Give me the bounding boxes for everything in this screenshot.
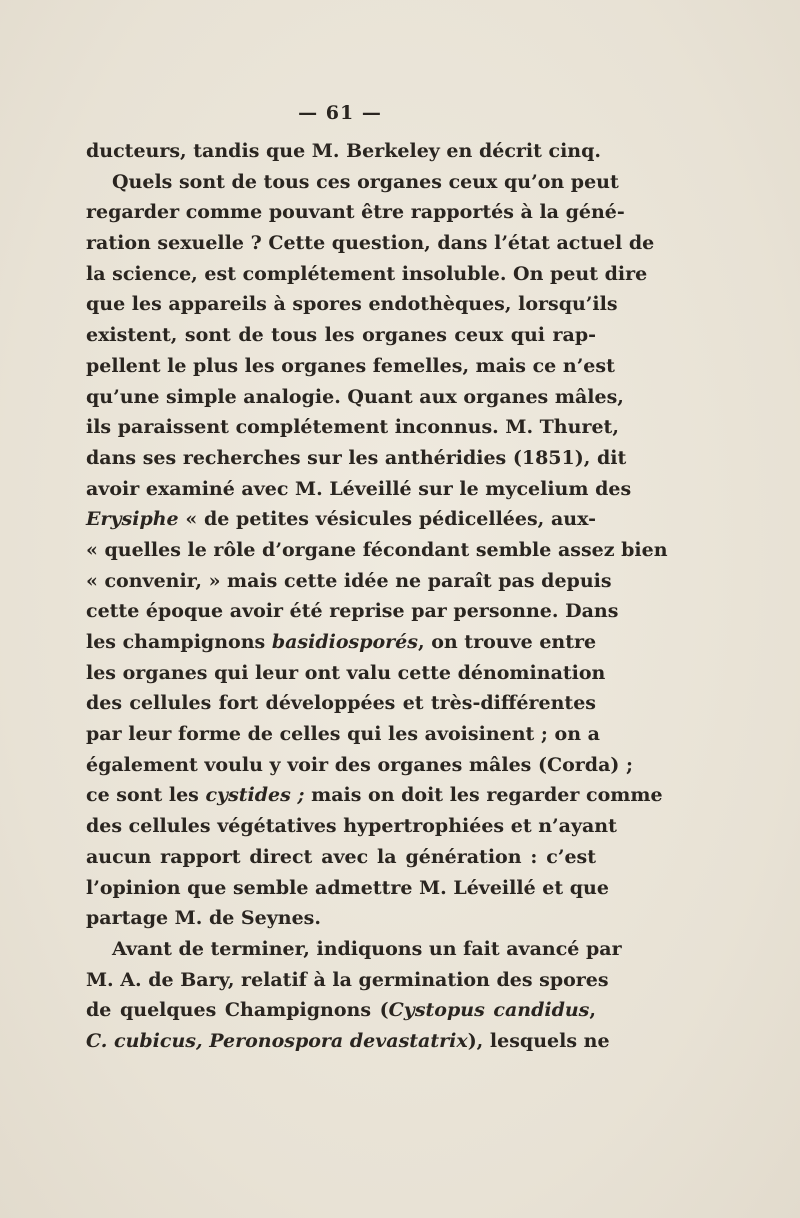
text-line — [86, 903, 596, 934]
text-line — [86, 719, 600, 750]
text-line — [86, 873, 609, 904]
text-segment: avoir examiné avec M. Léveillé sur le mycelium des — [86, 477, 632, 500]
text-line — [86, 566, 612, 597]
text-segment: que les appareils à spores endothèques, lorsqu’ils — [86, 293, 618, 316]
text-line — [86, 535, 668, 566]
text-segment: par leur forme de celles qui les avoisinent ; on a — [86, 723, 600, 746]
text-segment: Avant de terminer, indiquons un fait avancé par — [112, 937, 622, 960]
text-line — [86, 474, 632, 505]
text-line — [86, 412, 619, 443]
text-segment: ), lesquels ne — [467, 1029, 610, 1052]
text-segment: l’opinion que semble admettre M. Léveillé et que — [86, 876, 609, 899]
text-line — [86, 842, 596, 873]
text-line — [86, 1026, 610, 1057]
text-segment: Quels sont de tous ces organes ceux qu’on peut — [112, 170, 619, 193]
text-line — [86, 320, 596, 351]
text-segment: mais on doit les regarder comme — [304, 784, 663, 807]
italic-text: C. cubicus, Peronospora devastatrix — [86, 1029, 468, 1052]
italic-text: basidiosporés — [271, 631, 418, 653]
text-line — [86, 627, 596, 658]
text-line — [86, 443, 627, 474]
text-line — [86, 197, 625, 228]
italic-text: Erysiphe — [86, 508, 179, 531]
text-segment: des cellules végétatives hypertrophiées et n’ayant — [86, 815, 617, 838]
text-segment: existent, sont de tous les organes ceux qui rap- — [86, 324, 596, 347]
text-line — [86, 780, 663, 811]
text-line — [86, 259, 648, 290]
text-line — [86, 750, 633, 781]
text-segment: regarder comme pouvant être rapportés à la géné- — [86, 201, 625, 224]
text-segment: qu’une simple analogie. Quant aux organes mâles, — [86, 385, 624, 408]
italic-text: cystides ; — [205, 784, 305, 807]
body-text — [86, 136, 668, 1057]
text-segment: ce sont les — [86, 784, 206, 807]
text-segment: « de petites vésicules pédicellées, aux- — [178, 508, 596, 531]
text-segment: également voulu y voir des organes mâles (Corda) ; — [86, 753, 633, 776]
text-line — [86, 504, 596, 535]
text-segment: des cellules fort développées et très-différentes — [86, 692, 596, 715]
text-line — [86, 289, 618, 320]
text-segment: , on trouve entre — [417, 631, 597, 653]
text-segment: dans ses recherches sur les anthéridies (1851), dit — [86, 446, 627, 469]
text-line — [86, 688, 596, 719]
text-line — [86, 351, 615, 382]
text-segment: M. A. de Bary, relatif à la germination des spores — [86, 968, 609, 991]
text-line — [86, 811, 617, 842]
text-segment: partage M. de Seynes. — [86, 907, 321, 930]
text-segment: cette époque avoir été reprise par personne. Dans — [86, 600, 619, 623]
text-line — [86, 136, 602, 167]
text-line — [86, 228, 655, 259]
text-line — [86, 596, 619, 627]
text-segment: « convenir, » mais cette idée ne paraît pas depuis — [86, 569, 612, 592]
text-line — [86, 934, 622, 965]
text-segment: la science, est complétement insoluble. On peut dire — [86, 262, 648, 285]
text-segment: « quelles le rôle d’organe fécondant semble assez bien — [86, 538, 668, 561]
text-line — [86, 995, 596, 1026]
text-segment: aucun rapport direct avec la génération : c’est — [86, 845, 596, 868]
text-segment: de quelques Champignons ( — [86, 999, 389, 1022]
italic-text: Cystopus candidus — [388, 999, 590, 1022]
text-line — [86, 382, 624, 413]
text-segment: pellent le plus les organes femelles, mais ce n’est — [86, 354, 615, 377]
text-line — [86, 167, 619, 198]
page-number: — 61 — — [298, 102, 382, 124]
text-segment: ducteurs, tandis que M. Berkeley en décrit cinq. — [86, 140, 602, 162]
text-line — [86, 965, 609, 996]
text-segment: les organes qui leur ont valu cette dénomination — [86, 661, 606, 684]
text-segment: les champignons — [86, 631, 272, 653]
text-segment: , — [589, 999, 596, 1022]
text-segment: ils paraissent complétement inconnus. M. Thuret, — [86, 416, 619, 439]
text-segment: ration sexuelle ? Cette question, dans l’état actuel de — [86, 232, 655, 255]
text-line — [86, 658, 606, 689]
